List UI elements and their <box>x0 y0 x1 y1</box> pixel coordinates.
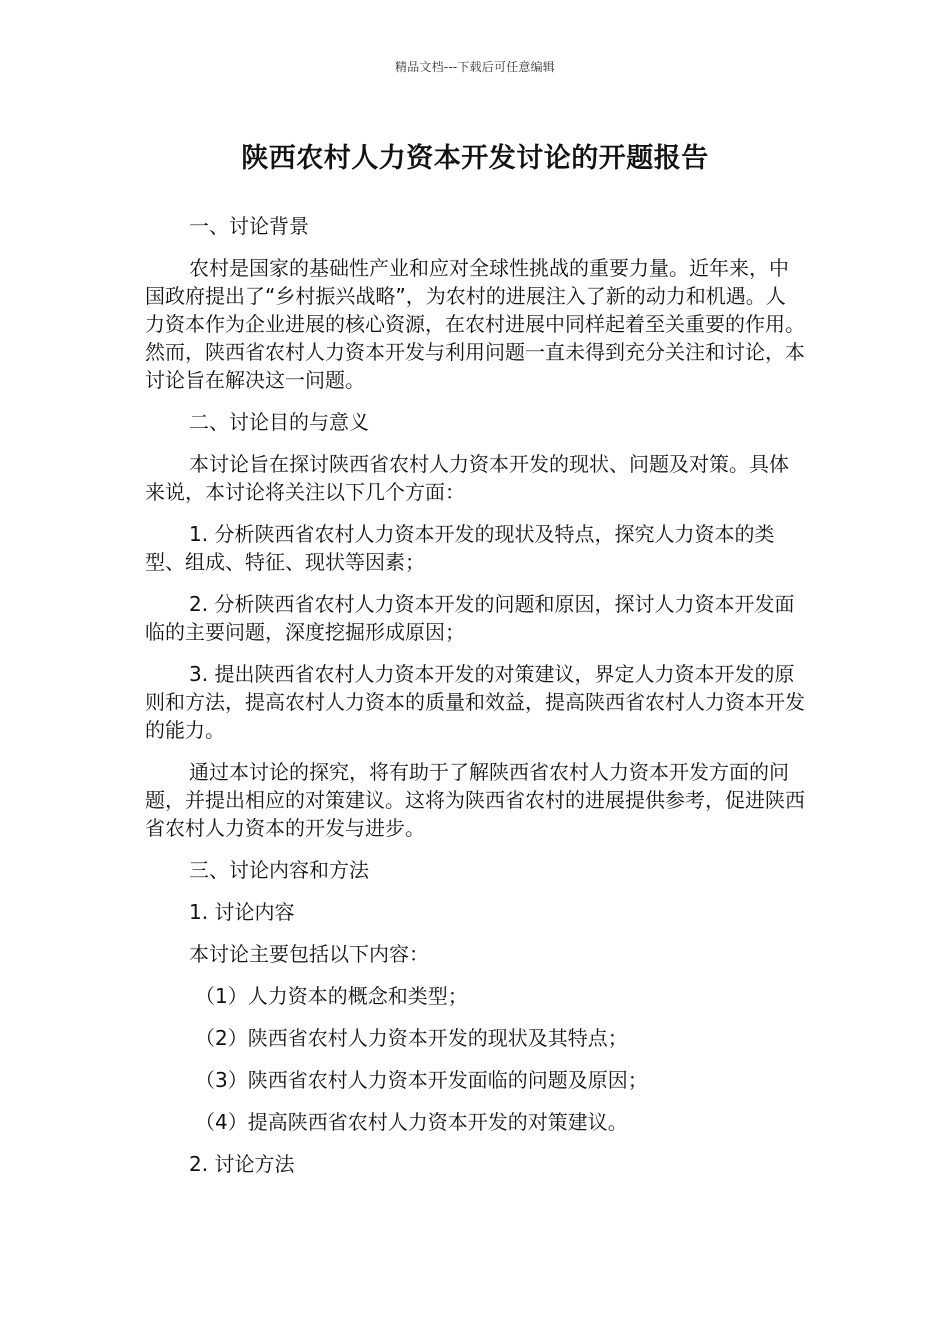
purpose-intro-paragraph: 本讨论旨在探讨陕西省农村人力资本开发的现状、问题及对策。具体来说，本讨论将关注以下几个方面： <box>145 452 789 504</box>
header-note: 精品文档---下载后可任意编辑 <box>395 60 555 74</box>
purpose-item-3: 3. 提出陕西省农村人力资本开发的对策建议，界定人力资本开发的原则和方法，提高农村人力资本的质量和效益，提高陕西省农村人力资本开发的能力。 <box>145 662 805 742</box>
document-body <box>145 212 805 1192</box>
purpose-conclusion-paragraph: 通过本讨论的探究，将有助于了解陕西省农村人力资本开发方面的问题，并提出相应的对策建议。这将为陕西省农村的进展提供参考，促进陕西省农村人力资本的开发与进步。 <box>145 760 805 840</box>
content-item-3: （3）陕西省农村人力资本开发面临的问题及原因； <box>195 1068 648 1092</box>
purpose-item-1: 1. 分析陕西省农村人力资本开发的现状及特点，探究人力资本的类型、组成、特征、现状等因素； <box>145 522 775 574</box>
method-subheading: 2. 讨论方法 <box>189 1152 295 1176</box>
content-item-1: （1）人力资本的概念和类型； <box>195 984 468 1008</box>
section-heading-content-method: 三、讨论内容和方法 <box>189 858 369 882</box>
content-subheading: 1. 讨论内容 <box>189 900 295 924</box>
section-heading-background: 一、讨论背景 <box>189 214 309 238</box>
section-heading-purpose: 二、讨论目的与意义 <box>189 410 369 434</box>
document-title: 陕西农村人力资本开发讨论的开题报告 <box>241 143 709 174</box>
purpose-item-2: 2. 分析陕西省农村人力资本开发的问题和原因，探讨人力资本开发面临的主要问题，深度挖掘形成原因； <box>145 592 795 644</box>
content-item-4: （4）提高陕西省农村人力资本开发的对策建议。 <box>195 1110 628 1134</box>
content-item-2: （2）陕西省农村人力资本开发的现状及其特点； <box>195 1026 628 1050</box>
content-intro: 本讨论主要包括以下内容： <box>189 942 429 966</box>
background-paragraph: 农村是国家的基础性产业和应对全球性挑战的重要力量。近年来，中国政府提出了“乡村振兴战略”，为农村的进展注入了新的动力和机遇。人力资本作为企业进展的核心资源，在农村进展中同样起着至关重要的作用。然而，陕西省农村人力资本开发与利用问题一直未得到充分关注和讨论，本讨论旨在解决这一问题。 <box>145 256 805 392</box>
